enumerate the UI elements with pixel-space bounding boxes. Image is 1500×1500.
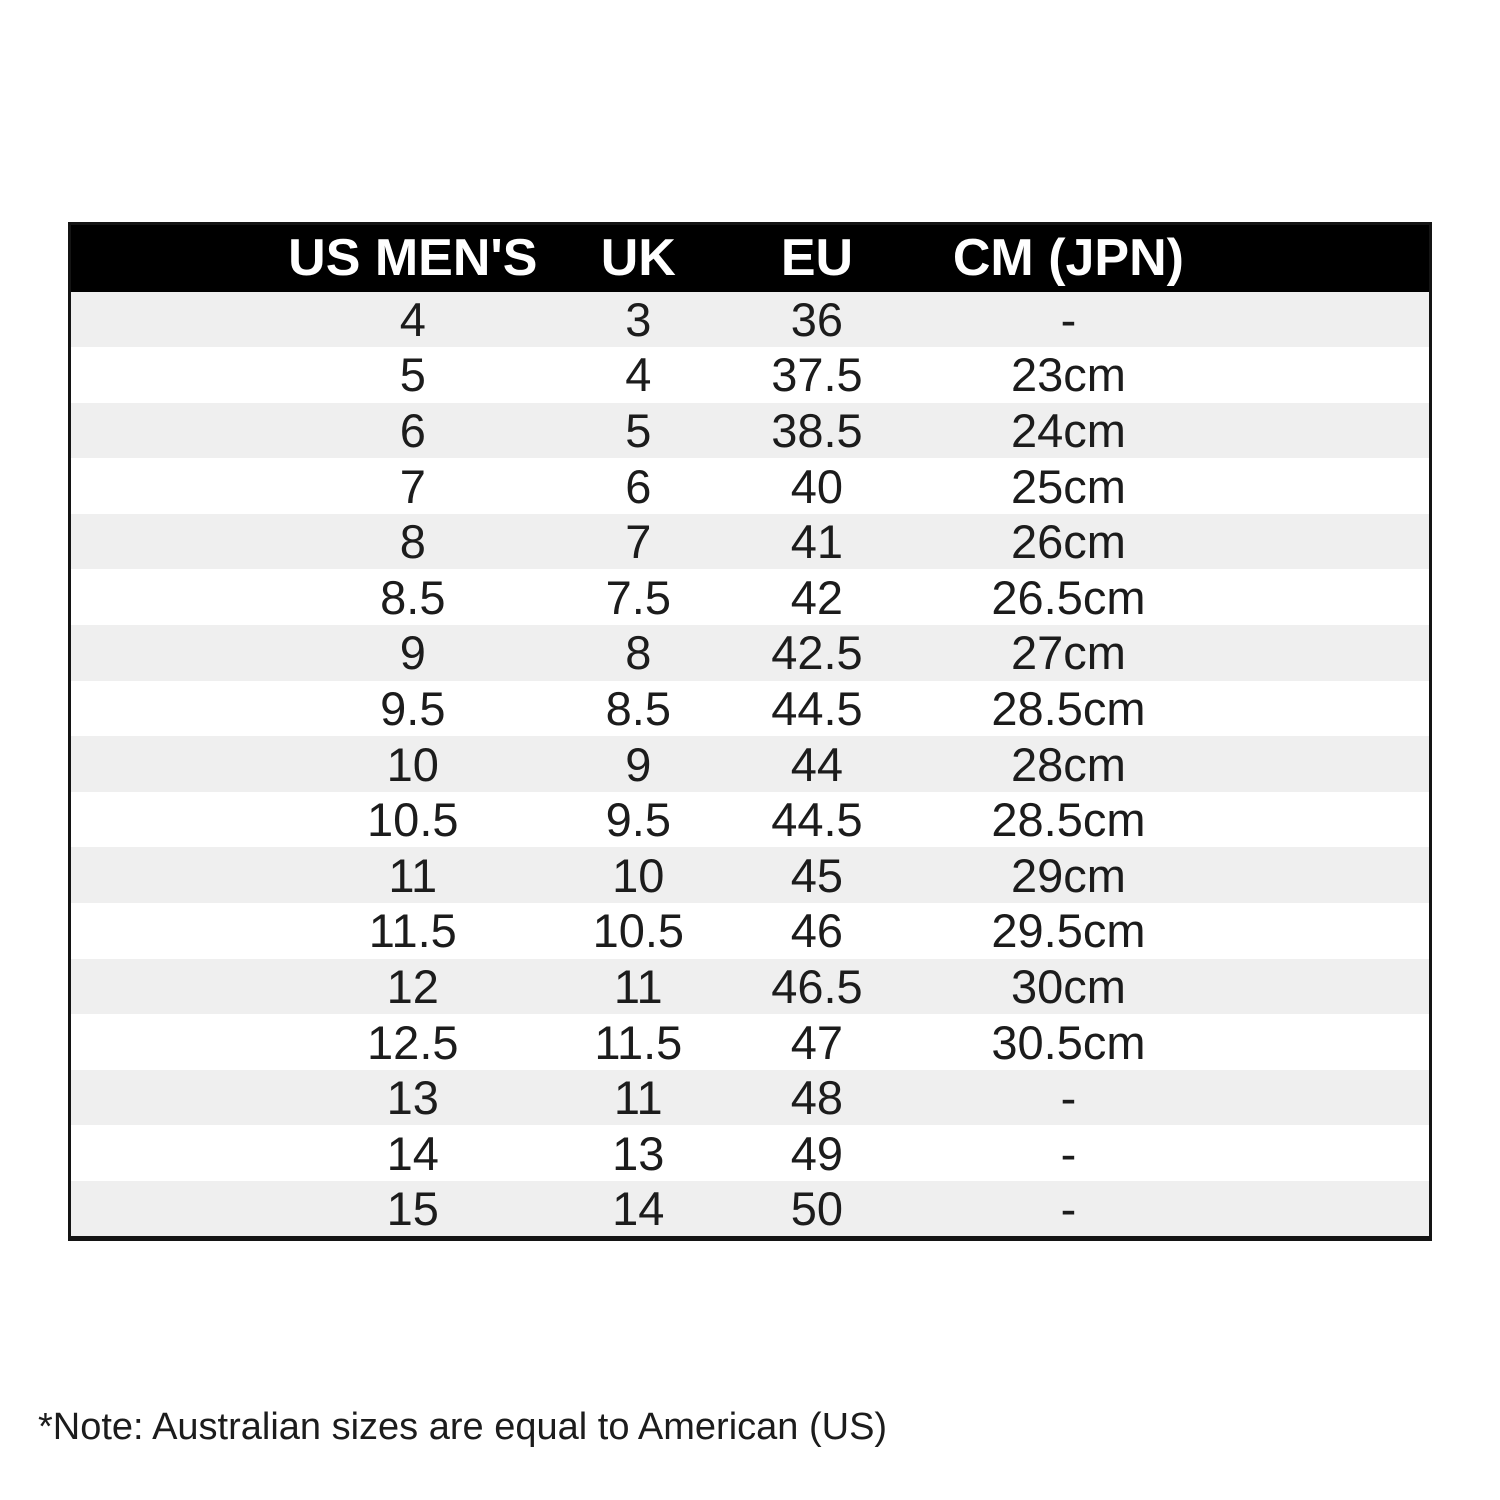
cell-spacer-left xyxy=(70,792,265,848)
table-cell: 11.5 xyxy=(594,1015,683,1069)
table-cell: 48 xyxy=(790,1071,844,1125)
table-cell: 10.5 xyxy=(592,904,685,958)
cell-spacer-right xyxy=(1218,1125,1430,1181)
table-cell: 8.5 xyxy=(605,681,671,735)
table-cell: 9 xyxy=(399,626,426,680)
cell-spacer-right xyxy=(1218,903,1430,959)
table-cell: 14 xyxy=(612,1182,665,1235)
table-cell: 42.5 xyxy=(771,626,863,680)
table-cell: - xyxy=(1060,1071,1077,1125)
table-cell: 13 xyxy=(386,1071,439,1125)
cell-spacer-right xyxy=(1218,1070,1430,1126)
table-cell: 46 xyxy=(790,904,844,958)
table-cell: 8 xyxy=(625,626,652,680)
table-row xyxy=(70,681,1431,737)
cell-spacer-left xyxy=(70,847,265,903)
cell-spacer-left xyxy=(70,625,265,681)
cell-spacer-left xyxy=(70,1181,265,1239)
table-header-row xyxy=(70,224,1431,292)
table-cell: 29.5cm xyxy=(991,904,1146,958)
table-cell: 8 xyxy=(399,515,426,569)
table-cell: 5 xyxy=(399,348,426,402)
cell-spacer-right xyxy=(1218,1181,1430,1239)
cell-spacer-left xyxy=(70,458,265,514)
table-cell: - xyxy=(1060,292,1077,346)
cell-spacer-left xyxy=(70,736,265,792)
header-spacer-right xyxy=(1218,224,1430,292)
table-cell: 11 xyxy=(388,848,438,902)
cell-spacer-left xyxy=(70,347,265,403)
table-cell: 24cm xyxy=(1010,403,1126,457)
table-cell: 4 xyxy=(625,348,652,402)
cell-spacer-right xyxy=(1218,959,1430,1015)
table-row xyxy=(70,458,1431,514)
table-cell: 6 xyxy=(399,403,426,457)
table-row xyxy=(70,403,1431,459)
footnote: *Note: Australian sizes are equal to American (US) xyxy=(38,1406,888,1448)
table-cell: 28.5cm xyxy=(991,681,1146,735)
cell-spacer-left xyxy=(70,292,265,348)
table-cell: 38.5 xyxy=(771,403,863,457)
table-cell: 25cm xyxy=(1010,459,1126,513)
table-cell: 45 xyxy=(790,848,844,902)
size-conversion-table xyxy=(68,222,1432,1241)
table-cell: 7 xyxy=(399,459,426,513)
column-header-cm-jpn: CM (JPN) xyxy=(919,224,1218,292)
table-cell: 12.5 xyxy=(367,1015,459,1069)
table-cell: 9 xyxy=(625,737,652,791)
table-cell: 6 xyxy=(625,459,652,513)
table-row xyxy=(70,569,1431,625)
column-header-eu: EU xyxy=(715,224,919,292)
cell-spacer-right xyxy=(1218,625,1430,681)
table-row xyxy=(70,1014,1431,1070)
header-spacer-left xyxy=(70,224,265,292)
table-cell: 8.5 xyxy=(380,570,446,624)
table-cell: 10 xyxy=(612,848,665,902)
cell-spacer-right xyxy=(1218,569,1430,625)
table-cell: - xyxy=(1060,1126,1077,1180)
table-cell: 47 xyxy=(790,1015,844,1069)
table-row xyxy=(70,625,1431,681)
table-cell: 4 xyxy=(399,292,426,346)
table-row xyxy=(70,736,1431,792)
table-cell: 11.5 xyxy=(368,904,457,958)
table-cell: 7.5 xyxy=(605,570,671,624)
table-cell: 11 xyxy=(613,1071,663,1125)
table-cell: 12 xyxy=(386,959,439,1013)
cell-spacer-left xyxy=(70,959,265,1015)
table-cell: 41 xyxy=(790,515,844,569)
cell-spacer-right xyxy=(1218,458,1430,514)
table-cell: 10.5 xyxy=(367,793,459,847)
cell-spacer-left xyxy=(70,1070,265,1126)
table-row xyxy=(70,792,1431,848)
table-cell: 44.5 xyxy=(771,793,863,847)
column-header-uk: UK xyxy=(561,224,715,292)
table-row xyxy=(70,347,1431,403)
table-cell: 9.5 xyxy=(380,681,446,735)
cell-spacer-left xyxy=(70,514,265,570)
table-cell: 7 xyxy=(625,515,652,569)
table-row xyxy=(70,959,1431,1015)
table-cell: 13 xyxy=(612,1126,665,1180)
table-cell: 5 xyxy=(625,403,652,457)
cell-spacer-right xyxy=(1218,1014,1430,1070)
table-cell: 36 xyxy=(790,292,844,346)
cell-spacer-right xyxy=(1218,681,1430,737)
table-cell: 29cm xyxy=(1010,848,1126,902)
table-body xyxy=(70,292,1431,1239)
table-cell: 14 xyxy=(386,1126,439,1180)
table-cell: 46.5 xyxy=(771,959,863,1013)
table-cell: 44.5 xyxy=(771,681,863,735)
table-cell: - xyxy=(1060,1182,1077,1235)
cell-spacer-right xyxy=(1218,403,1430,459)
table-cell: 15 xyxy=(386,1182,439,1235)
table-row xyxy=(70,1070,1431,1126)
cell-spacer-left xyxy=(70,1125,265,1181)
table-row xyxy=(70,903,1431,959)
table-cell: 30.5cm xyxy=(991,1015,1146,1069)
table-cell: 3 xyxy=(625,292,652,346)
table-cell: 27cm xyxy=(1010,626,1126,680)
table-cell: 28.5cm xyxy=(991,793,1146,847)
table-row xyxy=(70,292,1431,348)
table-cell: 50 xyxy=(790,1182,844,1235)
table-row xyxy=(70,514,1431,570)
cell-spacer-right xyxy=(1218,847,1430,903)
column-header-us-mens: US MEN'S xyxy=(264,224,561,292)
cell-spacer-left xyxy=(70,903,265,959)
cell-spacer-right xyxy=(1218,347,1430,403)
cell-spacer-left xyxy=(70,403,265,459)
cell-spacer-left xyxy=(70,569,265,625)
table-cell: 9.5 xyxy=(605,793,671,847)
cell-spacer-right xyxy=(1218,292,1430,348)
table-cell: 26.5cm xyxy=(991,570,1146,624)
cell-spacer-right xyxy=(1218,736,1430,792)
table-cell: 26cm xyxy=(1010,515,1126,569)
table-row xyxy=(70,1181,1431,1239)
table-cell: 40 xyxy=(790,459,844,513)
table-cell: 30cm xyxy=(1010,959,1126,1013)
table-cell: 11 xyxy=(613,959,663,1013)
cell-spacer-right xyxy=(1218,792,1430,848)
table-cell: 42 xyxy=(790,570,844,624)
cell-spacer-right xyxy=(1218,514,1430,570)
cell-spacer-left xyxy=(70,681,265,737)
table-row xyxy=(70,847,1431,903)
table-cell: 37.5 xyxy=(771,348,863,402)
table-cell: 10 xyxy=(386,737,439,791)
table-cell: 49 xyxy=(790,1126,844,1180)
table-cell: 23cm xyxy=(1010,348,1126,402)
cell-spacer-left xyxy=(70,1014,265,1070)
table-cell: 44 xyxy=(790,737,844,791)
table-row xyxy=(70,1125,1431,1181)
table-cell: 28cm xyxy=(1010,737,1126,791)
